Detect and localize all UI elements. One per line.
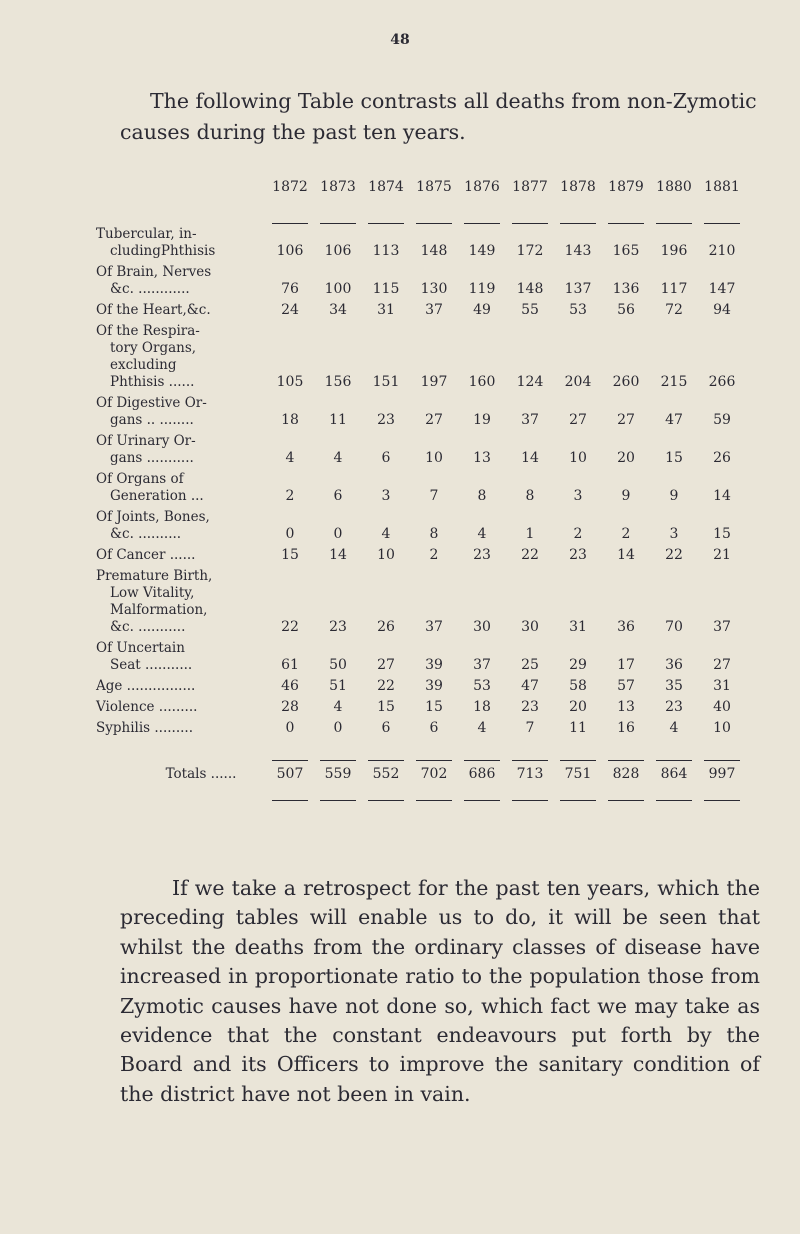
death-count-cell: 148 (516, 281, 544, 297)
totals-label: Totals ...... (165, 765, 237, 782)
death-count-cell: 17 (617, 657, 635, 673)
cause-label-line: Low Vitality, (110, 585, 195, 601)
death-count-cell: 2 (285, 488, 295, 504)
cause-label-line: tory Organs, (110, 340, 197, 356)
death-count-cell: 0 (333, 720, 343, 736)
cause-label (96, 507, 266, 545)
cause-label-line: Malformation, (110, 602, 208, 618)
cause-label-line: &c. .......... (110, 526, 182, 542)
total-cell: 751 (564, 765, 592, 782)
death-count-cell: 8 (429, 526, 439, 542)
cause-label-line: cludingPhthisis (110, 243, 216, 259)
cause-label (96, 638, 266, 676)
table-row (96, 697, 746, 718)
death-count-cell: 215 (660, 374, 688, 390)
year-header: 1877 (512, 179, 548, 195)
death-count-cell: 31 (377, 302, 395, 318)
death-count-cell: 15 (377, 699, 395, 715)
page-number: 48 (390, 32, 410, 48)
death-count-cell: 13 (617, 699, 635, 715)
total-cell: 686 (468, 765, 496, 782)
death-count-cell: 22 (281, 619, 299, 635)
death-count-cell: 35 (665, 678, 683, 694)
cause-label-line: Of Uncertain (96, 640, 185, 656)
death-count-cell: 10 (425, 450, 443, 466)
column-rule (608, 800, 644, 801)
cause-label (96, 718, 266, 739)
death-count-cell: 14 (329, 547, 347, 563)
table-row (96, 545, 746, 566)
death-count-cell: 56 (617, 302, 635, 318)
total-cell: 713 (516, 765, 544, 782)
total-cell: 552 (372, 765, 400, 782)
header-spacer (96, 170, 266, 204)
total-cell: 828 (612, 765, 640, 782)
year-header: 1874 (368, 179, 404, 195)
death-count-cell: 23 (329, 619, 347, 635)
death-count-cell: 165 (612, 243, 640, 259)
death-count-cell: 13 (473, 450, 491, 466)
death-count-cell: 117 (660, 281, 688, 297)
death-count-cell: 106 (324, 243, 352, 259)
death-count-cell: 14 (713, 488, 731, 504)
death-count-cell: 7 (525, 720, 535, 736)
death-count-cell: 4 (381, 526, 391, 542)
total-cell: 559 (324, 765, 352, 782)
table-row (96, 393, 746, 431)
death-count-cell: 0 (285, 720, 295, 736)
death-count-cell: 210 (708, 243, 736, 259)
cause-label-line: Premature Birth, (96, 568, 213, 584)
cause-label-line: gans ........... (110, 450, 194, 466)
cause-label (96, 469, 266, 507)
death-count-cell: 130 (420, 281, 448, 297)
death-count-cell: 19 (473, 412, 491, 428)
death-count-cell: 47 (521, 678, 539, 694)
year-header: 1872 (272, 179, 308, 195)
cause-label-line: Violence ......... (96, 699, 198, 715)
death-count-cell: 156 (324, 374, 352, 390)
death-count-cell: 53 (569, 302, 587, 318)
cause-label-line: Of the Respira- (96, 323, 200, 339)
death-count-cell: 4 (333, 450, 343, 466)
death-count-cell: 23 (473, 547, 491, 563)
death-count-cell: 26 (377, 619, 395, 635)
death-count-cell: 27 (425, 412, 443, 428)
year-header: 1880 (656, 179, 692, 195)
death-count-cell: 20 (569, 699, 587, 715)
table-row (96, 638, 746, 676)
death-count-cell: 1 (525, 526, 535, 542)
death-count-cell: 3 (381, 488, 391, 504)
cause-label (96, 431, 266, 469)
column-rule (416, 800, 452, 801)
death-count-cell: 14 (521, 450, 539, 466)
column-rule (704, 800, 740, 801)
death-count-cell: 0 (285, 526, 295, 542)
year-header-row (96, 170, 746, 204)
year-header: 1873 (320, 179, 356, 195)
death-count-cell: 11 (569, 720, 587, 736)
column-rule (512, 800, 548, 801)
death-count-cell: 11 (329, 412, 347, 428)
death-count-cell: 124 (516, 374, 544, 390)
death-count-cell: 6 (429, 720, 439, 736)
death-count-cell: 8 (525, 488, 535, 504)
death-count-cell: 70 (665, 619, 683, 635)
death-count-cell: 30 (521, 619, 539, 635)
cause-label-line: Of Organs of (96, 471, 184, 487)
table-row (96, 224, 746, 262)
cause-label (96, 697, 266, 718)
cause-label-line: Age ................ (96, 678, 196, 694)
death-count-cell: 24 (281, 302, 299, 318)
year-header: 1878 (560, 179, 596, 195)
death-count-cell: 31 (569, 619, 587, 635)
total-cell: 864 (660, 765, 688, 782)
table-row (96, 300, 746, 321)
death-count-cell: 149 (468, 243, 496, 259)
death-count-cell: 36 (665, 657, 683, 673)
death-count-cell: 4 (669, 720, 679, 736)
totals-row (96, 761, 746, 787)
closing-paragraph: If we take a retrospect for the past ten years, which the preceding tables will enable us to do, it will be seen that whilst the deaths from the ordinary classes of disease have increased in proportionate ratio to the population those from Zymotic causes have not done so, which fact we may take as evidence that the constant endeavours put forth by the Board and its Officers to improve the sanitary condition of the district have not been in vain. (120, 876, 760, 1106)
death-count-cell: 9 (621, 488, 631, 504)
year-header: 1876 (464, 179, 500, 195)
cause-label-line: excluding (110, 357, 177, 373)
cause-label (96, 676, 266, 697)
death-count-cell: 27 (617, 412, 635, 428)
cause-label (96, 300, 266, 321)
death-count-cell: 15 (713, 526, 731, 542)
death-count-cell: 27 (377, 657, 395, 673)
cause-label-line: Of Digestive Or- (96, 395, 207, 411)
death-count-cell: 115 (372, 281, 400, 297)
death-count-cell: 53 (473, 678, 491, 694)
death-count-cell: 20 (617, 450, 635, 466)
table-row (96, 507, 746, 545)
death-count-cell: 2 (621, 526, 631, 542)
death-count-cell: 137 (564, 281, 592, 297)
table-row (96, 676, 746, 697)
death-count-cell: 18 (473, 699, 491, 715)
death-count-cell: 160 (468, 374, 496, 390)
death-count-cell: 10 (713, 720, 731, 736)
death-count-cell: 15 (425, 699, 443, 715)
death-count-cell: 22 (377, 678, 395, 694)
cause-label (96, 393, 266, 431)
death-count-cell: 39 (425, 678, 443, 694)
table-row (96, 566, 746, 638)
cause-label (96, 545, 266, 566)
death-count-cell: 59 (713, 412, 731, 428)
death-count-cell: 106 (276, 243, 304, 259)
death-count-cell: 23 (521, 699, 539, 715)
end-rule (96, 787, 746, 801)
cause-label (96, 224, 266, 262)
cause-label-line: Tubercular, in- (96, 226, 197, 242)
death-count-cell: 37 (425, 302, 443, 318)
death-count-cell: 4 (285, 450, 295, 466)
death-count-cell: 260 (612, 374, 640, 390)
column-rule (560, 800, 596, 801)
cause-label-line: &c. ........... (110, 619, 186, 635)
death-count-cell: 28 (281, 699, 299, 715)
total-cell: 997 (708, 765, 736, 782)
column-rule (320, 800, 356, 801)
death-count-cell: 147 (708, 281, 736, 297)
column-rule (464, 800, 500, 801)
death-count-cell: 3 (669, 526, 679, 542)
cause-label-line: Generation ... (110, 488, 204, 504)
death-count-cell: 6 (333, 488, 343, 504)
death-count-cell: 23 (377, 412, 395, 428)
deaths-table (96, 170, 746, 801)
death-count-cell: 37 (713, 619, 731, 635)
death-count-cell: 4 (477, 526, 487, 542)
death-count-cell: 37 (473, 657, 491, 673)
column-rule (272, 800, 308, 801)
death-count-cell: 105 (276, 374, 304, 390)
column-rule (656, 800, 692, 801)
death-count-cell: 4 (333, 699, 343, 715)
column-rule (368, 800, 404, 801)
death-count-cell: 22 (521, 547, 539, 563)
death-count-cell: 196 (660, 243, 688, 259)
cause-label (96, 262, 266, 300)
death-count-cell: 16 (617, 720, 635, 736)
death-count-cell: 10 (377, 547, 395, 563)
total-cell: 702 (420, 765, 448, 782)
death-count-cell: 172 (516, 243, 544, 259)
cause-label-line: Of Cancer ...... (96, 547, 196, 563)
table-body (96, 224, 746, 739)
table-row (96, 718, 746, 739)
death-count-cell: 0 (333, 526, 343, 542)
death-count-cell: 39 (425, 657, 443, 673)
death-count-cell: 72 (665, 302, 683, 318)
cause-label-line: Phthisis ...... (110, 374, 195, 390)
death-count-cell: 23 (569, 547, 587, 563)
cause-label-line: Seat ........... (110, 657, 193, 673)
death-count-cell: 26 (713, 450, 731, 466)
death-count-cell: 2 (429, 547, 439, 563)
death-count-cell: 136 (612, 281, 640, 297)
death-count-cell: 197 (420, 374, 448, 390)
death-count-cell: 94 (713, 302, 731, 318)
header-rule (96, 204, 746, 224)
death-count-cell: 29 (569, 657, 587, 673)
death-count-cell: 143 (564, 243, 592, 259)
death-count-cell: 8 (477, 488, 487, 504)
death-count-cell: 46 (281, 678, 299, 694)
death-count-cell: 50 (329, 657, 347, 673)
death-count-cell: 23 (665, 699, 683, 715)
cause-label-line: Of Brain, Nerves (96, 264, 212, 280)
death-count-cell: 55 (521, 302, 539, 318)
cause-label-line: Of the Heart,&c. (96, 302, 211, 318)
death-count-cell: 204 (564, 374, 592, 390)
cause-label-line: gans .. ........ (110, 412, 194, 428)
cause-label-line: Of Joints, Bones, (96, 509, 210, 525)
cause-label (96, 321, 266, 393)
death-count-cell: 151 (372, 374, 400, 390)
death-count-cell: 9 (669, 488, 679, 504)
death-count-cell: 10 (569, 450, 587, 466)
death-count-cell: 18 (281, 412, 299, 428)
death-count-cell: 15 (281, 547, 299, 563)
death-count-cell: 119 (468, 281, 496, 297)
death-count-cell: 100 (324, 281, 352, 297)
death-count-cell: 37 (521, 412, 539, 428)
intro-paragraph: The following Table contrasts all deaths from non-Zymotic causes during the past ten years. (120, 89, 757, 144)
death-count-cell: 61 (281, 657, 299, 673)
table-row (96, 431, 746, 469)
table-row (96, 469, 746, 507)
death-count-cell: 6 (381, 450, 391, 466)
death-count-cell: 14 (617, 547, 635, 563)
death-count-cell: 51 (329, 678, 347, 694)
death-count-cell: 3 (573, 488, 583, 504)
death-count-cell: 15 (665, 450, 683, 466)
death-count-cell: 58 (569, 678, 587, 694)
death-count-cell: 57 (617, 678, 635, 694)
year-header: 1875 (416, 179, 452, 195)
table-row (96, 262, 746, 300)
death-count-cell: 7 (429, 488, 439, 504)
table-row (96, 321, 746, 393)
death-count-cell: 6 (381, 720, 391, 736)
cause-label (96, 566, 266, 638)
sum-rule (96, 739, 746, 761)
death-count-cell: 27 (713, 657, 731, 673)
death-count-cell: 49 (473, 302, 491, 318)
year-header: 1879 (608, 179, 644, 195)
death-count-cell: 30 (473, 619, 491, 635)
death-count-cell: 113 (372, 243, 400, 259)
death-count-cell: 47 (665, 412, 683, 428)
cause-label-line: &c. ............ (110, 281, 190, 297)
death-count-cell: 76 (281, 281, 299, 297)
death-count-cell: 25 (521, 657, 539, 673)
cause-label-line: Syphilis ......... (96, 720, 194, 736)
death-count-cell: 34 (329, 302, 347, 318)
death-count-cell: 37 (425, 619, 443, 635)
death-count-cell: 266 (708, 374, 736, 390)
cause-label-line: Of Urinary Or- (96, 433, 196, 449)
year-header: 1881 (704, 179, 740, 195)
death-count-cell: 27 (569, 412, 587, 428)
death-count-cell: 36 (617, 619, 635, 635)
total-cell: 507 (276, 765, 304, 782)
death-count-cell: 2 (573, 526, 583, 542)
death-count-cell: 31 (713, 678, 731, 694)
death-count-cell: 40 (713, 699, 731, 715)
death-count-cell: 21 (713, 547, 731, 563)
death-count-cell: 4 (477, 720, 487, 736)
death-count-cell: 148 (420, 243, 448, 259)
death-count-cell: 22 (665, 547, 683, 563)
